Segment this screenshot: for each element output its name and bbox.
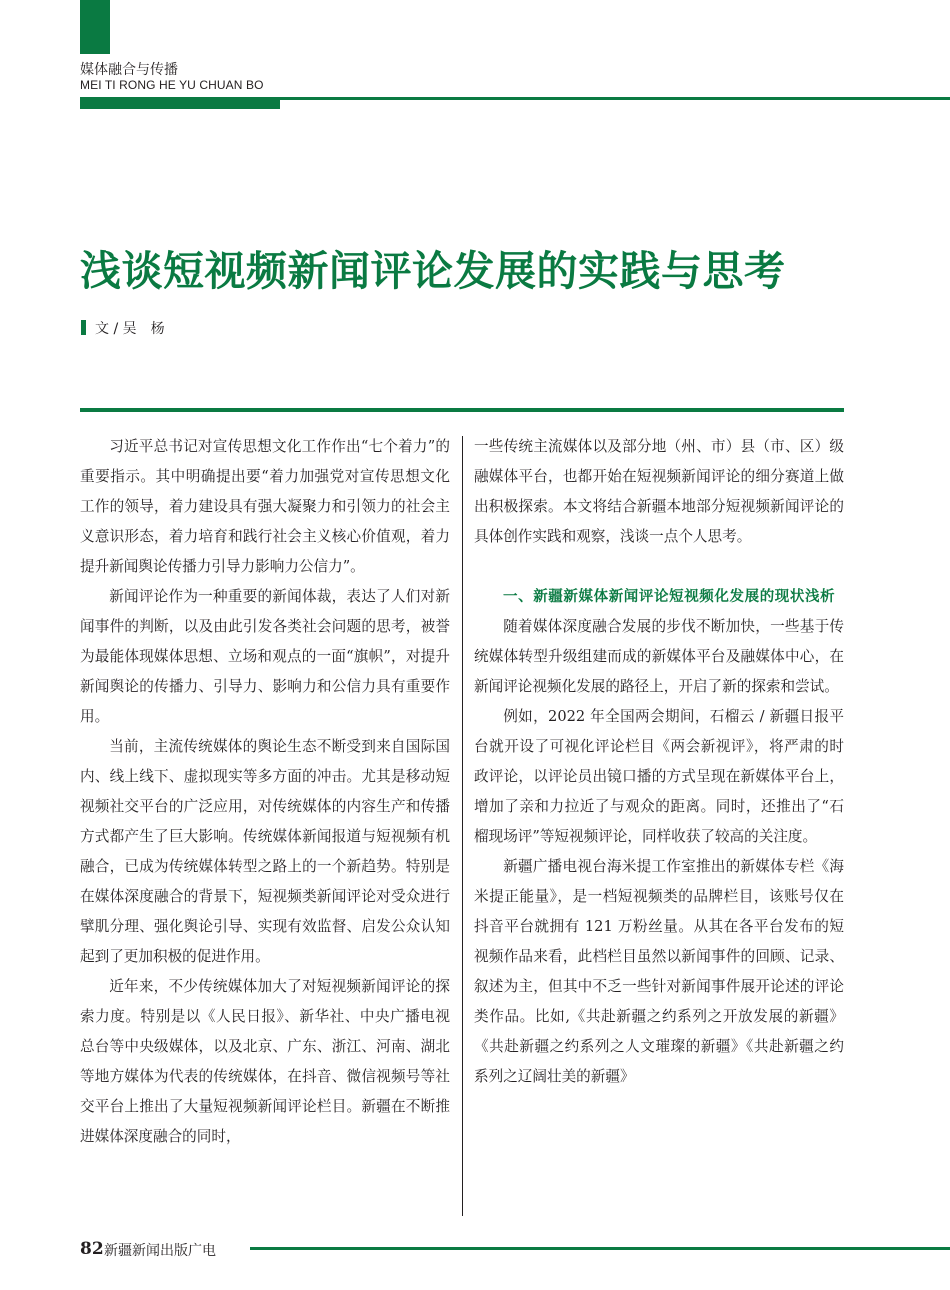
paragraph: 习近平总书记对宣传思想文化工作作出“七个着力”的重要指示。其中明确提出要“着力加强党对宣传思想文化工作的领导，着力建设具有强大凝聚力和引领力的社会主义意识形态，着力培育和践行社会主义核心价值观，着力提升新闻舆论传播力引导力影响力公信力”。 [80, 438, 450, 575]
byline: 文 / 吴 杨 [95, 321, 165, 337]
paragraph: 新疆广播电视台海米提工作室推出的新媒体专栏《海米提正能量》，是一档短视频类的品牌栏目，该账号仅在抖音平台就拥有 121 万粉丝量。从其在各平台发布的短视频作品来看，此档栏目虽然以新闻事件的回顾、记录、叙述为主，但其中不乏一些针对新闻事件展开论述的评论类作品。比如,《共赴新疆之约系列之开放发展的新疆》《共赴新疆之约系列之人文璀璨的新疆》《共赴新疆之约系列之辽阔壮美的新疆》 [474, 858, 844, 1085]
paragraph: 近年来，不少传统媒体加大了对短视频新闻评论的探索力度。特别是以《人民日报》、新华社、中央广播电视总台等中央级媒体，以及北京、广东、浙江、河南、湖北等地方媒体为代表的传统媒体，在抖音、微信视频号等社交平台上推出了大量短视频新闻评论栏目。新疆在不断推进媒体深度融合的同时， [80, 978, 450, 1145]
section-title-cn: 媒体融合与传播 [80, 62, 178, 78]
title-divider [80, 408, 844, 412]
right-column [474, 432, 844, 1092]
section-title-en: MEI TI RONG HE YU CHUAN BO [80, 78, 264, 92]
heading-spacer [474, 552, 844, 582]
page-number: 82 [80, 1239, 104, 1259]
section-heading: 一、新疆新媒体新闻评论短视频化发展的现状浅析 [503, 589, 836, 605]
paragraph: 随着媒体深度融合发展的步伐不断加快，一些基于传统媒体转型升级组建而成的新媒体平台及融媒体中心，在新闻评论视频化发展的路径上，开启了新的探索和尝试。 [474, 618, 844, 695]
left-column [80, 432, 450, 1152]
article-title: 浅谈短视频新闻评论发展的实践与思考 [80, 247, 786, 295]
paragraph: 新闻评论作为一种重要的新闻体裁，表达了人们对新闻事件的判断，以及由此引发各类社会问题的思考，被誉为最能体现媒体思想、立场和观点的一面“旗帜”，对提升新闻舆论的传播力、引导力、影响力和公信力具有重要作用。 [80, 588, 450, 725]
column-separator [462, 436, 463, 1216]
paragraph: 例如，2022 年全国两会期间，石榴云 / 新疆日报平台就开设了可视化评论栏目《两会新视评》，将严肃的时政评论，以评论员出镜口播的方式呈现在新媒体平台上，增加了亲和力拉近了与观众的距离。同时，还推出了“石榴现场评”等短视频评论，同样收获了较高的关注度。 [474, 708, 844, 845]
footer-rule [250, 1247, 950, 1250]
header-color-block [80, 0, 110, 54]
journal-name: 新疆新闻出版广电 [104, 1243, 216, 1259]
byline-marker [81, 320, 86, 335]
paragraph-continuation: 一些传统主流媒体以及部分地（州、市）县（市、区）级融媒体平台，也都开始在短视频新闻评论的细分赛道上做出积极探索。本文将结合新疆本地部分短视频新闻评论的具体创作实践和观察，浅谈一点个人思考。 [474, 438, 844, 545]
header-accent-bar [80, 97, 280, 109]
paragraph: 当前，主流传统媒体的舆论生态不断受到来自国际国内、线上线下、虚拟现实等多方面的冲击。尤其是移动短视频社交平台的广泛应用，对传统媒体的内容生产和传播方式都产生了巨大影响。传统媒体新闻报道与短视频有机融合，已成为传统媒体转型之路上的一个新趋势。特别是在媒体深度融合的背景下，短视频类新闻评论对受众进行擘肌分理、强化舆论引导、实现有效监督、启发公众认知起到了更加积极的促进作用。 [80, 738, 450, 965]
